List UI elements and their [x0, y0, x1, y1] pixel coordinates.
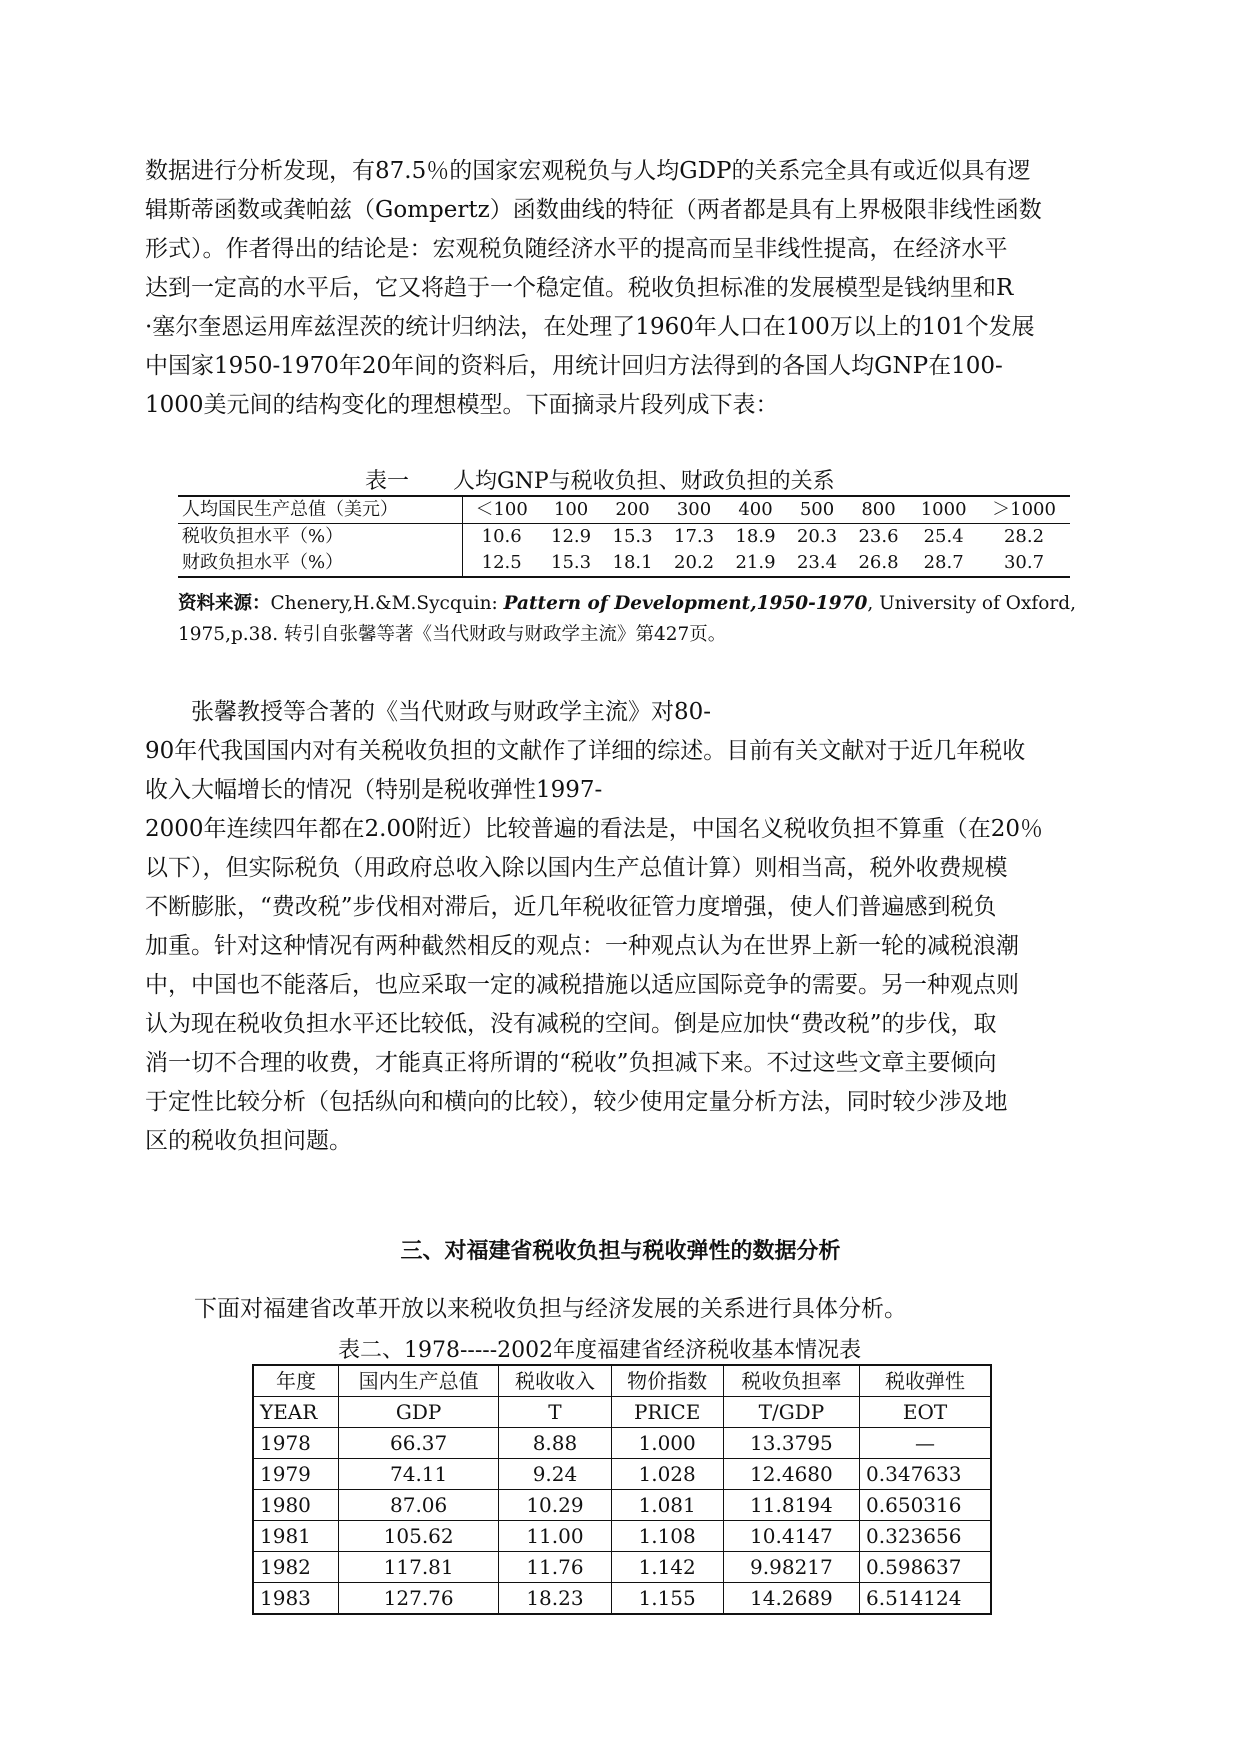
text-line: 以下），但实际税负（用政府总收入除以国内生产总值计算）则相当高，税外收费规模: [145, 855, 1008, 881]
table-header-cell: ＞1000: [978, 496, 1070, 524]
table-cell: 财政负担水平（%）: [178, 550, 463, 577]
table-cell: 11.8194: [723, 1490, 859, 1521]
text-line: 于定性比较分析（包括纵向和横向的比较），较少使用定量分析方法，同时较少涉及地: [145, 1089, 1008, 1115]
table-header-cell: 500: [786, 496, 847, 524]
table-header-cell: 人均国民生产总值（美元）: [178, 496, 463, 524]
table-cell: —: [860, 1428, 991, 1459]
table-cell: 1.000: [611, 1428, 723, 1459]
table2-caption: 表二、1978-----2002年度福建省经济税收基本情况表: [338, 1338, 862, 1363]
text-line: 不断膨胀，“费改税”步伐相对滞后，近几年税收征管力度增强，使人们普遍感到税负: [145, 894, 997, 920]
table-row: [253, 1552, 991, 1583]
table-cell: 25.4: [923, 526, 964, 547]
text-line: 消一切不合理的收费，才能真正将所谓的“税收”负担减下来。不过这些文章主要倾向: [145, 1050, 997, 1076]
paragraph-literature-review: [145, 693, 1095, 1161]
table-cell: 18.23: [499, 1583, 611, 1615]
table-cell: 30.7: [1003, 552, 1045, 573]
table-header-cell: PRICE: [611, 1397, 723, 1428]
table-header-cell: ＜100: [463, 496, 541, 524]
table-cell: 12.5: [481, 552, 522, 573]
text-line: 达到一定高的水平后，它又将趋于一个稳定值。税收负担标准的发展模型是钱纳里和R: [145, 275, 1014, 301]
table-cell: 28.2: [1003, 526, 1045, 547]
table-cell: 18.9: [735, 526, 776, 547]
table2-fujian-tax-data: [252, 1364, 992, 1615]
table-header-cell: 300: [663, 496, 724, 524]
table-cell: 10.6: [481, 526, 522, 547]
table-cell: 23.6: [858, 526, 899, 547]
text-line: 区的税收负担问题。: [145, 1128, 352, 1154]
table-cell: 14.2689: [723, 1583, 859, 1615]
source-line: 1975,p.38. 转引自张馨等著《当代财政与财政学主流》第427页。: [178, 624, 727, 645]
table-header-cell: 1000: [909, 496, 978, 524]
table-cell: 20.2: [674, 552, 715, 573]
table-header-cell: T/GDP: [723, 1397, 859, 1428]
text-line: 中国家1950-1970年20年间的资料后，用统计回归方法得到的各国人均GNP在100-: [145, 353, 1003, 379]
table-header-cell: 税收弹性: [860, 1365, 991, 1397]
table-header-cell: 400: [725, 496, 786, 524]
table-cell: 10.4147: [723, 1521, 859, 1552]
table-header-row: [253, 1397, 991, 1428]
table-cell: 28.7: [923, 552, 964, 573]
table-cell: 1.081: [611, 1490, 723, 1521]
table-cell: 127.76: [338, 1583, 498, 1615]
table-cell: 1983: [253, 1583, 338, 1615]
text-line: ·塞尔奎恩运用库兹涅茨的统计归纳法，在处理了1960年人口在100万以上的101个发展: [145, 314, 1035, 340]
table-row: [253, 1490, 991, 1521]
table1-caption: 表一 人均GNP与税收负担、财政负担的关系: [365, 469, 835, 494]
table-row: [253, 1521, 991, 1552]
paragraph-intro: [145, 152, 1095, 425]
table-cell: 0.598637: [860, 1552, 991, 1583]
table-cell: 8.88: [499, 1428, 611, 1459]
table-cell: 11.00: [499, 1521, 611, 1552]
table-cell: 13.3795: [723, 1428, 859, 1459]
table-cell: 26.8: [858, 552, 899, 573]
table-cell: 105.62: [338, 1521, 498, 1552]
table-cell: 1.108: [611, 1521, 723, 1552]
table-header-cell: 200: [602, 496, 663, 524]
table-cell: 117.81: [338, 1552, 498, 1583]
table-row: [178, 550, 1070, 577]
table-cell: 20.3: [796, 526, 838, 547]
text-line: 形式）。作者得出的结论是：宏观税负随经济水平的提高而呈非线性提高，在经济水平: [145, 236, 1008, 262]
source-title: Pattern of Development,1950-1970: [503, 593, 868, 614]
text-line: 数据进行分析发现，有87.5％的国家宏观税负与人均GDP的关系完全具有或近似具有逻: [145, 158, 1031, 184]
text-line: 中，中国也不能落后，也应采取一定的减税措施以适应国际竞争的需要。另一种观点则: [145, 972, 1019, 998]
table-header-cell: 年度: [253, 1365, 338, 1397]
table-row: [253, 1459, 991, 1490]
source-line: [178, 588, 1108, 619]
table-cell: 9.98217: [723, 1552, 859, 1583]
text-line: 2000年连续四年都在2.00附近）比较普遍的看法是，中国名义税收负担不算重（在20％: [145, 816, 1044, 842]
table-cell: 0.323656: [860, 1521, 991, 1552]
table-cell: 21.9: [735, 552, 776, 573]
table-row: [253, 1428, 991, 1459]
table-header-cell: EOT: [860, 1397, 991, 1428]
table-cell: 74.11: [338, 1459, 498, 1490]
table-cell: 0.650316: [860, 1490, 991, 1521]
table-cell: 12.9: [551, 526, 592, 547]
table-cell: 10.29: [499, 1490, 611, 1521]
table1-gnp-tax-burden: [178, 495, 1070, 578]
table-header-cell: 800: [848, 496, 909, 524]
table-header-cell: 100: [540, 496, 601, 524]
source-authors: Chenery,H.&M.Sycquin:: [270, 593, 504, 614]
table-cell: 15.3: [612, 526, 653, 547]
table-cell: 12.4680: [723, 1459, 859, 1490]
text-line: 加重。针对这种情况有两种截然相反的观点：一种观点认为在世界上新一轮的减税浪潮: [145, 933, 1019, 959]
table-header-cell: YEAR: [253, 1397, 338, 1428]
table-cell: 1982: [253, 1552, 338, 1583]
table-header-cell: T: [499, 1397, 611, 1428]
text-line: 辑斯蒂函数或龚帕兹（Gompertz）函数曲线的特征（两者都是具有上界极限非线性函数: [145, 197, 1042, 223]
table-cell: 17.3: [674, 526, 715, 547]
table-row: [253, 1583, 991, 1615]
section-intro-text: 下面对福建省改革开放以来税收负担与经济发展的关系进行具体分析。: [194, 1296, 907, 1322]
table-cell: 18.1: [612, 552, 653, 573]
table-cell: 15.3: [551, 552, 592, 573]
table-header-cell: 税收收入: [499, 1365, 611, 1397]
source-label: 资料来源：: [178, 593, 271, 614]
text-line: 收入大幅增长的情况（特别是税收弹性1997-: [145, 777, 603, 803]
table-header-row: [178, 496, 1070, 524]
table-header-row: [253, 1365, 991, 1397]
table-header-cell: GDP: [338, 1397, 498, 1428]
table-cell: 0.347633: [860, 1459, 991, 1490]
table-cell: 11.76: [499, 1552, 611, 1583]
text-line: 90年代我国国内对有关税收负担的文献作了详细的综述。目前有关文献对于近几年税收: [145, 738, 1026, 764]
table-cell: 1979: [253, 1459, 338, 1490]
table-cell: 87.06: [338, 1490, 498, 1521]
table-cell: 6.514124: [860, 1583, 991, 1615]
section-heading: 三、对福建省税收负担与税收弹性的数据分析: [400, 1239, 841, 1264]
table1-source-note: [178, 588, 1108, 650]
table-cell: 1.155: [611, 1583, 723, 1615]
source-publisher: , University of Oxford,: [867, 593, 1076, 614]
table-cell: 23.4: [796, 552, 838, 573]
table-cell: 税收负担水平（%）: [178, 524, 463, 551]
table-cell: 1.142: [611, 1552, 723, 1583]
table-header-cell: 物价指数: [611, 1365, 723, 1397]
text-line: 认为现在税收负担水平还比较低，没有减税的空间。倒是应加快“费改税”的步伐，取: [145, 1011, 997, 1037]
table-cell: 1.028: [611, 1459, 723, 1490]
table-cell: 1980: [253, 1490, 338, 1521]
table-cell: 66.37: [338, 1428, 498, 1459]
table-cell: 1981: [253, 1521, 338, 1552]
table-header-cell: 税收负担率: [723, 1365, 859, 1397]
table-cell: 1978: [253, 1428, 338, 1459]
table-cell: 9.24: [499, 1459, 611, 1490]
table-row: [178, 524, 1070, 551]
table-header-cell: 国内生产总值: [338, 1365, 498, 1397]
text-line: 张馨教授等合著的《当代财政与财政学主流》对80-: [191, 699, 712, 725]
text-line: 1000美元间的结构变化的理想模型。下面摘录片段列成下表：: [145, 392, 779, 418]
